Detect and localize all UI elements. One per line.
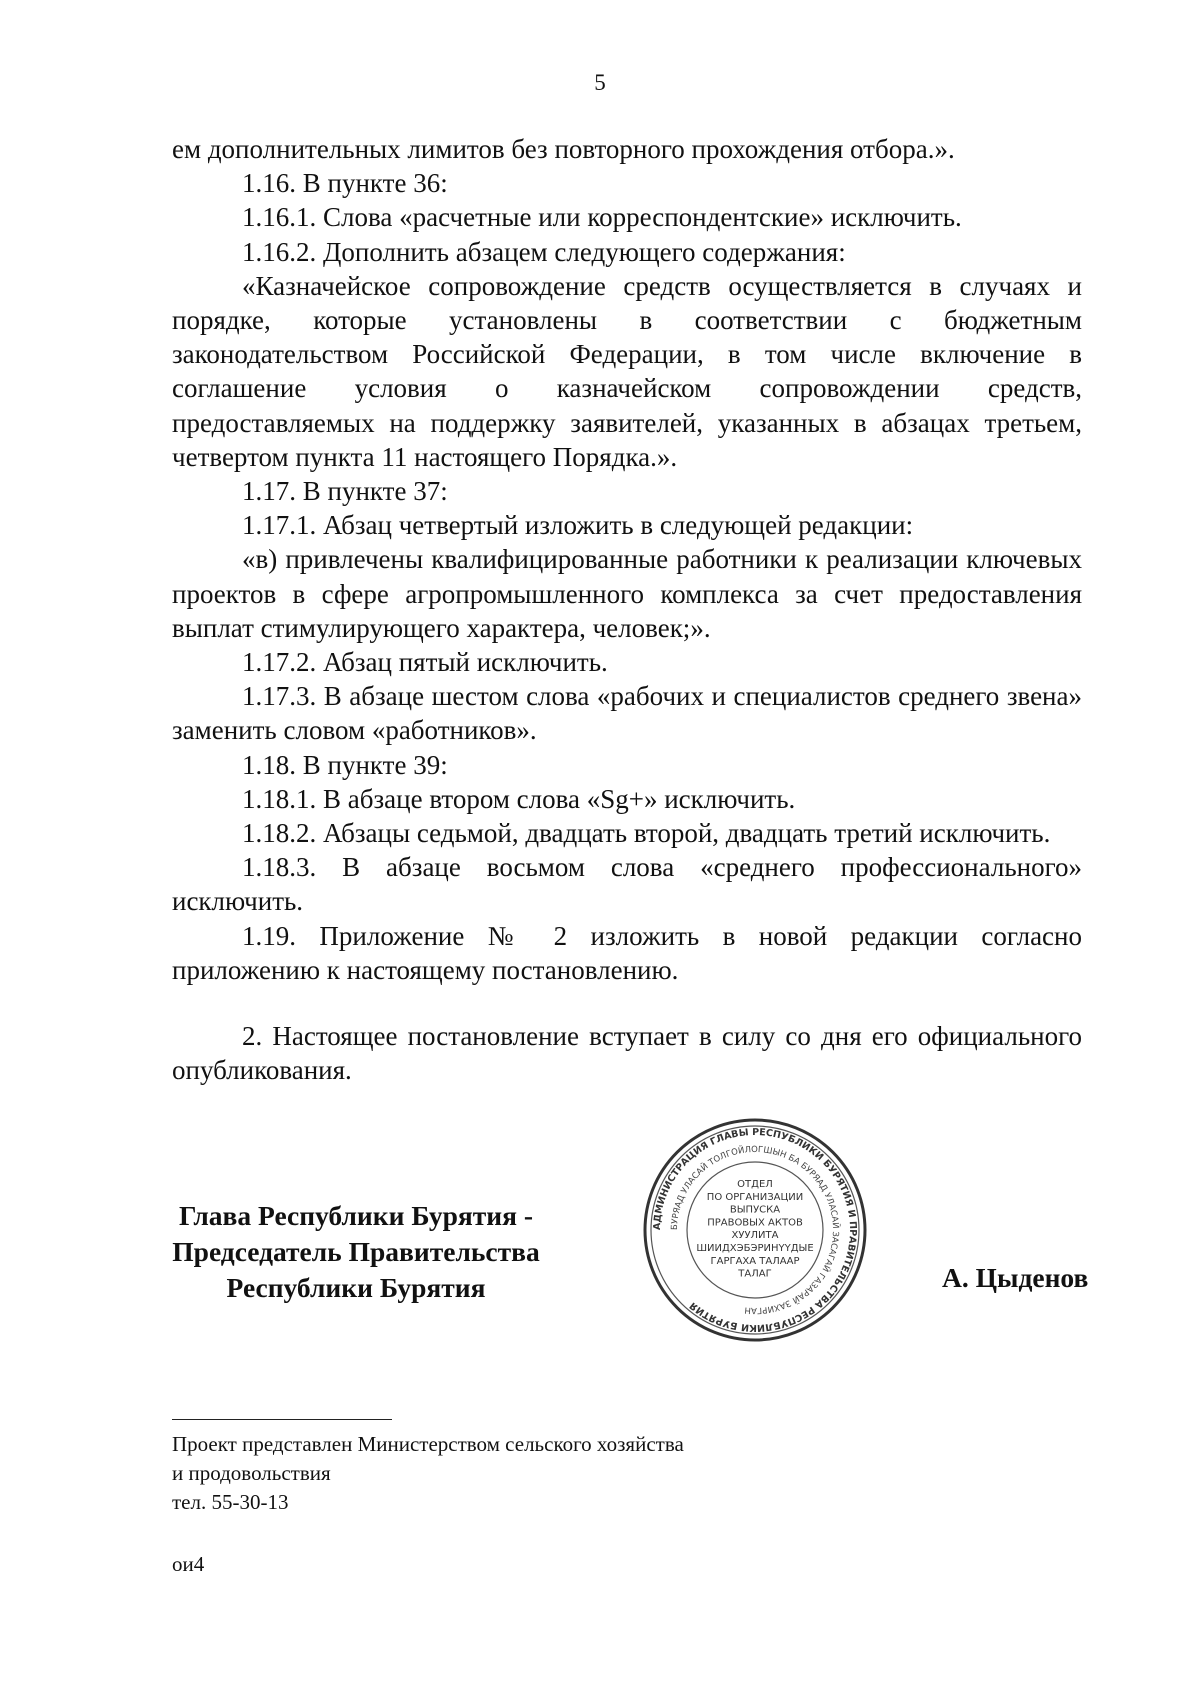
signature-block	[150, 1198, 562, 1306]
footnote-line: тел. 55-30-13	[172, 1490, 289, 1514]
paragraph: 1.18.1. В абзаце втором слова «Sg+» исключить.	[242, 783, 796, 814]
stamp-center-text	[696, 1179, 813, 1280]
official-seal-stamp	[640, 1115, 870, 1345]
paragraph: «Казначейское сопровождение средств осуществляется в случаях и порядке, которые установлены в соответствии с бюджетным законодательством Российской Федерации, в том числе включение в соглашение условия о казначейском сопровождении средств, предоставляемых на поддержку заявителей, указанных в абзацах третьем, четвертом пункта 11 настоящего Порядка.».	[172, 270, 1082, 472]
paragraph: 1.18.2. Абзацы седьмой, двадцать второй, двадцать третий исключить.	[242, 818, 1051, 849]
paragraph: «в) привлечены квалифицированные работники к реализации ключевых проектов в сфере агропромышленного комплекса за счет предоставления выплат стимулирующего характера, человек;».	[172, 544, 1082, 643]
footnote-line: Проект представлен Министерством сельского хозяйства	[172, 1432, 684, 1456]
document-code: ои4	[172, 1552, 205, 1576]
stamp-inner-ring-text: БУРЯАД УЛАСАЙ ТОЛГОЙЛОГШЫН БА БУРЯАД УЛАСАЙ ЗАСАГАЙ ГАЗАРАЙ ЗАХИРГАН	[669, 1144, 841, 1316]
signature-title-line: Председатель Правительства	[172, 1236, 540, 1267]
paragraph: 1.18. В пункте 39:	[242, 749, 448, 780]
footnote	[172, 1430, 684, 1517]
paragraph: 1.16.2. Дополнить абзацем следующего содержания:	[242, 236, 846, 267]
page-number: 5	[594, 70, 606, 95]
paragraph: 1.17.3. В абзаце шестом слова «рабочих и специалистов среднего звена» заменить словом «работников».	[172, 681, 1082, 746]
stamp-outer-ring-text: АДМИНИСТРАЦИЯ ГЛАВЫ РЕСПУБЛИКИ БУРЯТИЯ И ПРАВИТЕЛЬСТВА РЕСПУБЛИКИ БУРЯТИЯ	[651, 1126, 859, 1334]
paragraph: 1.18.3. В абзаце восьмом слова «среднего профессионального» исключить.	[172, 852, 1082, 917]
stamp-center-line: ПРАВОВЫХ АКТОВ	[707, 1217, 803, 1229]
paragraph: 2. Настоящее постановление вступает в силу со дня его официального опубликования.	[172, 1021, 1082, 1086]
stamp-center-line: ТАЛАГ	[738, 1268, 772, 1280]
paragraph: 1.16. В пункте 36:	[242, 168, 448, 199]
stamp-center-line: ПО ОРГАНИЗАЦИИ	[706, 1191, 804, 1203]
signature-title-line: Глава Республики Бурятия -	[178, 1200, 534, 1231]
paragraph: ем дополнительных лимитов без повторного прохождения отбора.».	[172, 134, 955, 164]
stamp-center-line: ВЫПУСКА	[729, 1204, 781, 1216]
document-body	[172, 132, 1082, 1087]
paragraph: 1.19. Приложение № 2 изложить в новой редакции согласно приложению к настоящему постановлению.	[172, 920, 1082, 985]
footnote-divider	[172, 1419, 392, 1420]
stamp-center-line: ХУУЛИТА	[731, 1230, 779, 1242]
signature-title-line: Республики Бурятия	[226, 1272, 486, 1303]
paragraph: 1.17.2. Абзац пятый исключить.	[242, 647, 608, 678]
stamp-center-line: ГАРГАХА ТАЛААР	[710, 1255, 800, 1267]
stamp-center-line: ОТДЕЛ	[737, 1179, 773, 1190]
paragraph: 1.16.1. Слова «расчетные или корреспондентские» исключить.	[242, 202, 962, 233]
footnote-line: и продовольствия	[172, 1461, 331, 1485]
paragraph: 1.17. В пункте 37:	[242, 476, 448, 507]
paragraph: 1.17.1. Абзац четвертый изложить в следующей редакции:	[242, 510, 914, 541]
stamp-center-line: ШИИДХЭБЭРИНҮҮДЫЕ	[696, 1243, 814, 1254]
signer-name: А. Цыденов	[942, 1262, 1089, 1293]
